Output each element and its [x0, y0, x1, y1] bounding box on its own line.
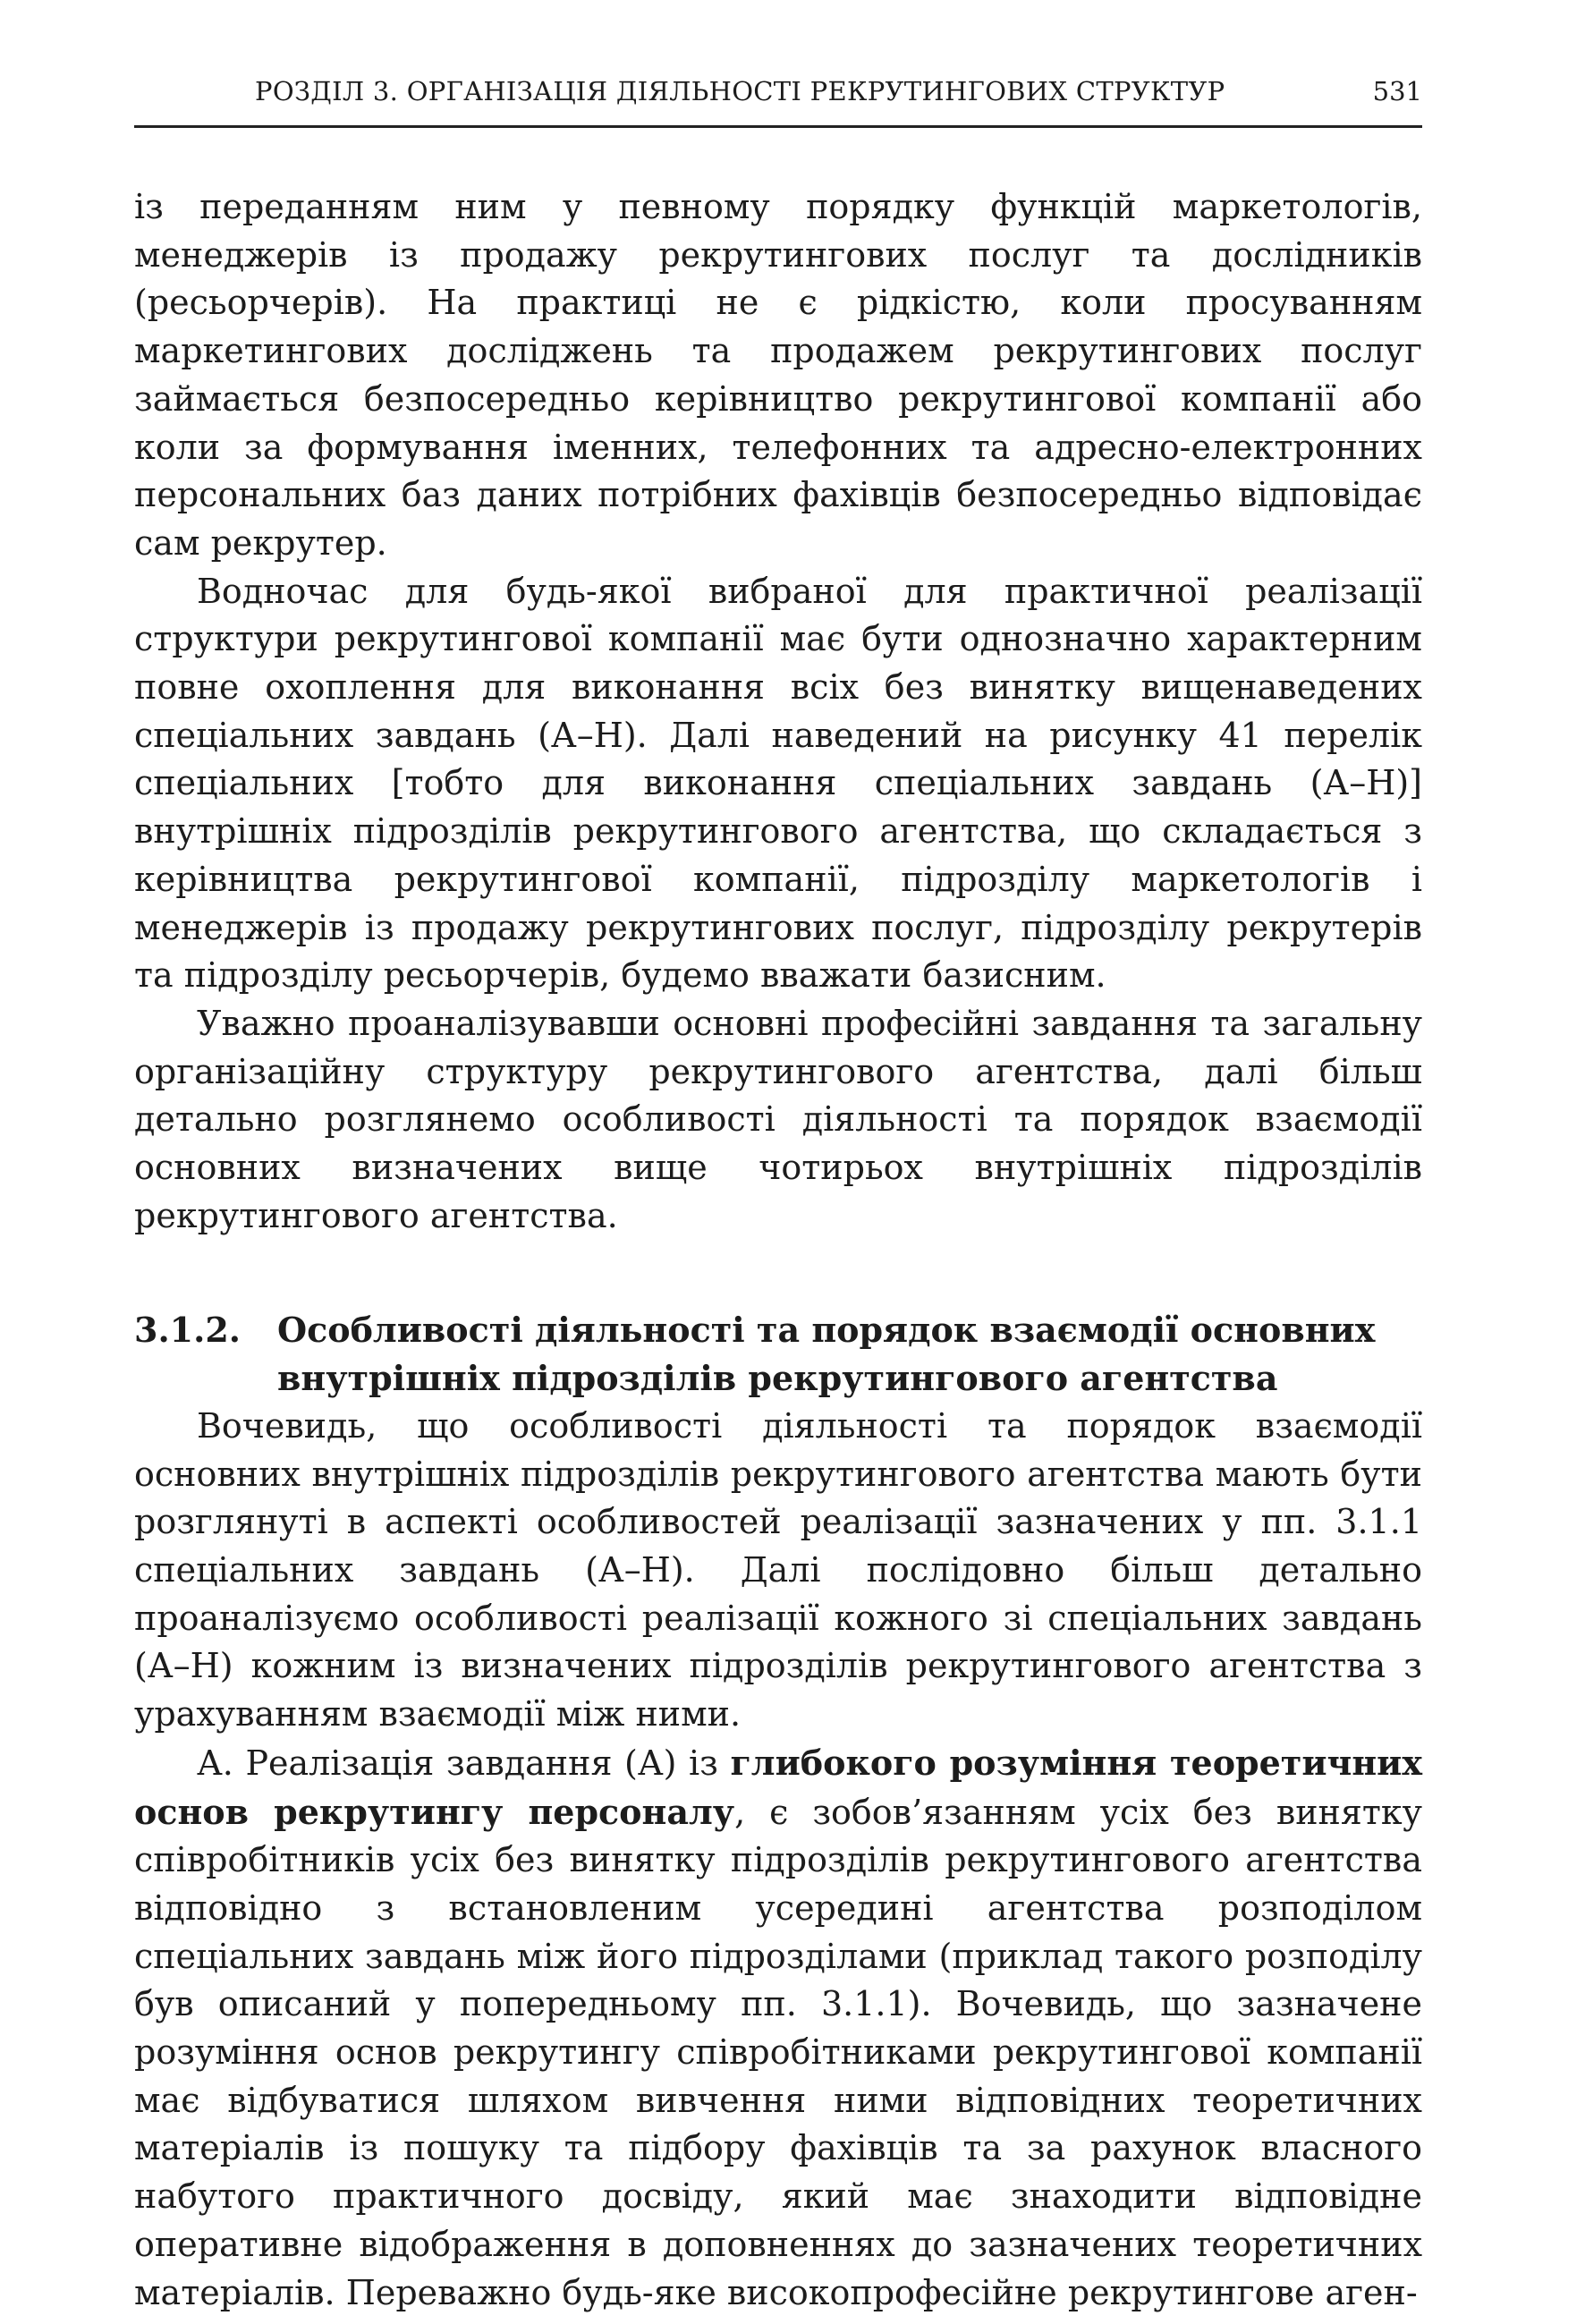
- item-a-rest: , є зобов’язанням усіх без винятку співробітників усіх без винятку підрозділів рекрутингового агентства відповідно з встановленим усередині агентства розподілом спеціальних завдань між його підрозділами (приклад такого розподілу був описаний у попередньому пп. 3.1.1). Вочевидь, що зазначене розуміння основ рекрутингу співробітниками рекрутингової компанії має відбуватися шляхом вивчення ними відповідних теоретичних матеріалів із пошуку та підбору фахівців та за рахунок власного набутого практичного досвіду, який має знаходити відповідне оперативне відображення в доповненнях до зазначених теоретичних матеріалів. Переважно будь-яке високопрофесійне рекрутингове аген-: [134, 1792, 1422, 2312]
- page-number: 531: [1372, 76, 1422, 106]
- section-title: Особливості діяльності та порядок взаємодії основних внутрішніх підрозділів рекрутингового агентства: [277, 1310, 1376, 1399]
- section-number: 3.1.2.: [134, 1310, 242, 1351]
- page-body: [134, 183, 1422, 2317]
- running-header: [134, 72, 1422, 128]
- body-paragraph-continuation: із переданням ним у певному порядку функцій маркетологів, менеджерів із продажу рекрутингових послуг та дослідників (ресьорчерів). На практиці не є рідкістю, коли просуванням маркетингових досліджень та продажем рекрутингових послуг займається безпосередньо керівництво рекрутингової компанії або коли за формування іменних, телефонних та адресно-електронних персональних баз даних потрібних фахівців безпосередньо відповідає сам рекрутер.: [134, 187, 1422, 563]
- item-a-emphasis: глибокого розуміння теоретичних основ рекрутингу персоналу: [134, 1742, 1422, 1832]
- body-paragraph: Водночас для будь-якої вибраної для практичної реалізації структури рекрутингової компанії має бути однозначно характерним повне охоплення для виконання всіх без винятку вищенаведених спеціальних завдань (А–Н). Далі наведений на рисунку 41 перелік спеціальних [тобто для виконання спеціальних завдань (А–Н)] внутрішніх підрозділів рекрутингового агентства, що складається з керівництва рекрутингової компанії, підрозділу маркетологів і менеджерів із продажу рекрутингових послуг, підрозділу рекрутерів та підрозділу ресьорчерів, будемо вважати базисним.: [134, 571, 1422, 996]
- running-header-title: РОЗДІЛ 3. ОРГАНІЗАЦІЯ ДІЯЛЬНОСТІ РЕКРУТИНГОВИХ СТРУКТУР: [255, 76, 1225, 106]
- body-paragraph: Уважно проаналізувавши основні професійні завдання та загальну організаційну структуру рекрутингового агентства, далі більш детально розглянемо особливості діяльності та порядок взаємодії основних визначених вище чотирьох внутрішніх підрозділів рекрутингового агентства.: [134, 1003, 1422, 1235]
- section-heading: [134, 1240, 1422, 1402]
- section-paragraph: Вочевидь, що особливості діяльності та порядок взаємодії основних внутрішніх підрозділів рекрутингового агентства мають бути розглянуті в аспекті особливостей реалізації зазначених у пп. 3.1.1 спеціальних завдань (А–Н). Далі послідовно більш детально проаналізуємо особливості реалізації кожного зі спеціальних завдань (А–Н) кожним із визначених підрозділів рекрутингового агентства з урахуванням взаємодії між ними.: [134, 1405, 1422, 1735]
- item-a-lead: А. Реалізація завдання (А) із: [197, 1743, 731, 1783]
- item-a-paragraph: [134, 1739, 1422, 2317]
